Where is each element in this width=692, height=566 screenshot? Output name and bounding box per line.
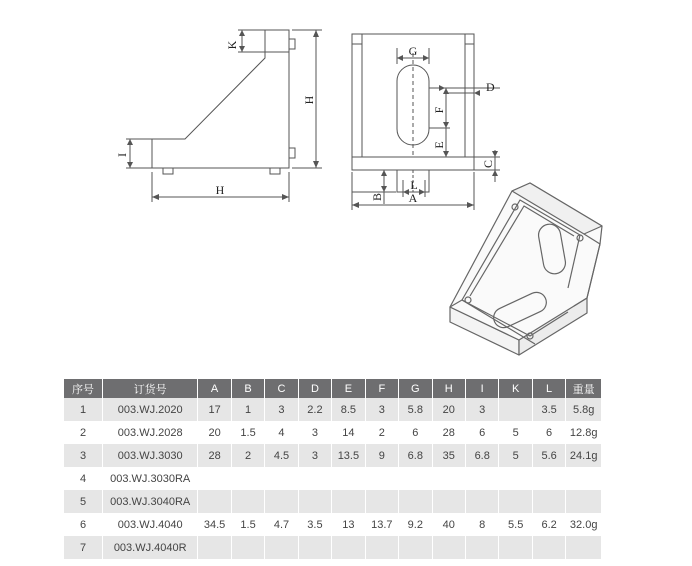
- cell-A: 17: [198, 398, 231, 421]
- cell-D: 2.2: [298, 398, 331, 421]
- cell-A: 28: [198, 444, 231, 467]
- cell-A: 34.5: [198, 513, 231, 536]
- table-row: [64, 490, 602, 513]
- cell-index: 2: [64, 421, 103, 444]
- label-D: D: [486, 80, 495, 94]
- cell-E: [332, 490, 365, 513]
- cell-C: 4: [265, 421, 298, 444]
- cell-F: 9: [365, 444, 398, 467]
- cell-D: [298, 536, 331, 559]
- cell-K: 5: [499, 421, 532, 444]
- cell-order-no: 003.WJ.2020: [103, 398, 198, 421]
- cell-weight: 24.1g: [566, 444, 602, 467]
- header-E: E: [332, 379, 365, 398]
- label-K: K: [225, 40, 239, 50]
- cell-L: 6.2: [532, 513, 565, 536]
- table-row: [64, 536, 602, 559]
- cell-G: 5.8: [399, 398, 432, 421]
- cell-weight: 32.0g: [566, 513, 602, 536]
- cell-C: [265, 467, 298, 490]
- cell-I: [465, 536, 498, 559]
- label-C: C: [481, 159, 495, 169]
- cell-L: 6: [532, 421, 565, 444]
- cell-K: [499, 490, 532, 513]
- cell-D: 3.5: [298, 513, 331, 536]
- cell-I: 3: [465, 398, 498, 421]
- cell-index: 4: [64, 467, 103, 490]
- cell-I: [465, 490, 498, 513]
- cell-F: [365, 467, 398, 490]
- cell-C: [265, 490, 298, 513]
- side-view: [126, 30, 322, 202]
- cell-index: 5: [64, 490, 103, 513]
- cell-G: [399, 490, 432, 513]
- cell-I: 6: [465, 421, 498, 444]
- cell-B: 1.5: [231, 421, 264, 444]
- cell-E: [332, 467, 365, 490]
- cell-B: [231, 536, 264, 559]
- label-H-horizontal: H: [215, 183, 225, 197]
- cell-order-no: 003.WJ.2028: [103, 421, 198, 444]
- cell-I: [465, 467, 498, 490]
- table-header-row: [64, 379, 602, 398]
- cell-C: 4.5: [265, 444, 298, 467]
- cell-weight: 12.8g: [566, 421, 602, 444]
- label-L: L: [410, 178, 418, 192]
- cell-H: [432, 467, 465, 490]
- header-L: L: [532, 379, 565, 398]
- cell-A: [198, 467, 231, 490]
- cell-E: [332, 536, 365, 559]
- cell-B: [231, 490, 264, 513]
- cell-order-no: 003.WJ.3040RA: [103, 490, 198, 513]
- cell-K: 5: [499, 444, 532, 467]
- header-index: 序号: [64, 379, 103, 398]
- header-H: H: [432, 379, 465, 398]
- front-view: [352, 34, 500, 210]
- header-A: A: [198, 379, 231, 398]
- label-G: G: [408, 44, 418, 58]
- cell-E: 13: [332, 513, 365, 536]
- cell-A: [198, 490, 231, 513]
- dimension-arrows: [127, 30, 498, 208]
- cell-H: 28: [432, 421, 465, 444]
- cell-C: 3: [265, 398, 298, 421]
- header-D: D: [298, 379, 331, 398]
- table-row: [64, 398, 602, 421]
- table-row: [64, 467, 602, 490]
- cell-G: 6: [399, 421, 432, 444]
- cell-G: [399, 536, 432, 559]
- cell-I: 8: [465, 513, 498, 536]
- cell-C: [265, 536, 298, 559]
- cell-weight: [566, 490, 602, 513]
- cell-F: 13.7: [365, 513, 398, 536]
- label-H-vertical: H: [302, 95, 316, 105]
- spec-table: [64, 379, 602, 559]
- cell-A: 20: [198, 421, 231, 444]
- cell-order-no: 003.WJ.3030: [103, 444, 198, 467]
- cell-L: [532, 536, 565, 559]
- cell-D: 3: [298, 421, 331, 444]
- cell-E: 8.5: [332, 398, 365, 421]
- header-B: B: [231, 379, 264, 398]
- header-G: G: [399, 379, 432, 398]
- header-F: F: [365, 379, 398, 398]
- cell-D: [298, 490, 331, 513]
- cell-C: 4.7: [265, 513, 298, 536]
- cell-E: 13.5: [332, 444, 365, 467]
- cell-B: 2: [231, 444, 264, 467]
- cell-L: 5.6: [532, 444, 565, 467]
- cell-H: [432, 490, 465, 513]
- header-weight: 重量: [566, 379, 602, 398]
- cell-H: 40: [432, 513, 465, 536]
- cell-G: [399, 467, 432, 490]
- cell-weight: 5.8g: [566, 398, 602, 421]
- spec-table-body: [64, 398, 602, 559]
- cell-order-no: 003.WJ.4040: [103, 513, 198, 536]
- label-I: I: [115, 153, 129, 157]
- cell-B: 1: [231, 398, 264, 421]
- cell-K: [499, 398, 532, 421]
- cell-E: 14: [332, 421, 365, 444]
- cell-D: [298, 467, 331, 490]
- cell-K: [499, 536, 532, 559]
- cell-F: 2: [365, 421, 398, 444]
- label-E: E: [432, 141, 446, 149]
- cell-G: 9.2: [399, 513, 432, 536]
- label-A: A: [408, 191, 418, 205]
- cell-H: [432, 536, 465, 559]
- table-row: [64, 421, 602, 444]
- cell-G: 6.8: [399, 444, 432, 467]
- table-row: [64, 444, 602, 467]
- cell-L: 3.5: [532, 398, 565, 421]
- cell-index: 1: [64, 398, 103, 421]
- cell-K: [499, 467, 532, 490]
- cell-L: [532, 467, 565, 490]
- header-K: K: [499, 379, 532, 398]
- cell-L: [532, 490, 565, 513]
- cell-weight: [566, 536, 602, 559]
- cell-B: 1.5: [231, 513, 264, 536]
- label-F: F: [432, 106, 446, 114]
- cell-H: 20: [432, 398, 465, 421]
- cell-index: 3: [64, 444, 103, 467]
- dimension-labels: [115, 40, 495, 205]
- label-B: B: [370, 192, 384, 202]
- cell-index: 6: [64, 513, 103, 536]
- cell-weight: [566, 467, 602, 490]
- header-C: C: [265, 379, 298, 398]
- header-I: I: [465, 379, 498, 398]
- cell-order-no: 003.WJ.4040R: [103, 536, 198, 559]
- cell-B: [231, 467, 264, 490]
- isometric-view: [450, 183, 602, 355]
- cell-F: [365, 490, 398, 513]
- cell-A: [198, 536, 231, 559]
- table-row: [64, 513, 602, 536]
- cell-I: 6.8: [465, 444, 498, 467]
- cell-order-no: 003.WJ.3030RA: [103, 467, 198, 490]
- cell-F: 3: [365, 398, 398, 421]
- cell-D: 3: [298, 444, 331, 467]
- cell-index: 7: [64, 536, 103, 559]
- header-order-no: 订货号: [103, 379, 198, 398]
- cell-H: 35: [432, 444, 465, 467]
- cell-F: [365, 536, 398, 559]
- cell-K: 5.5: [499, 513, 532, 536]
